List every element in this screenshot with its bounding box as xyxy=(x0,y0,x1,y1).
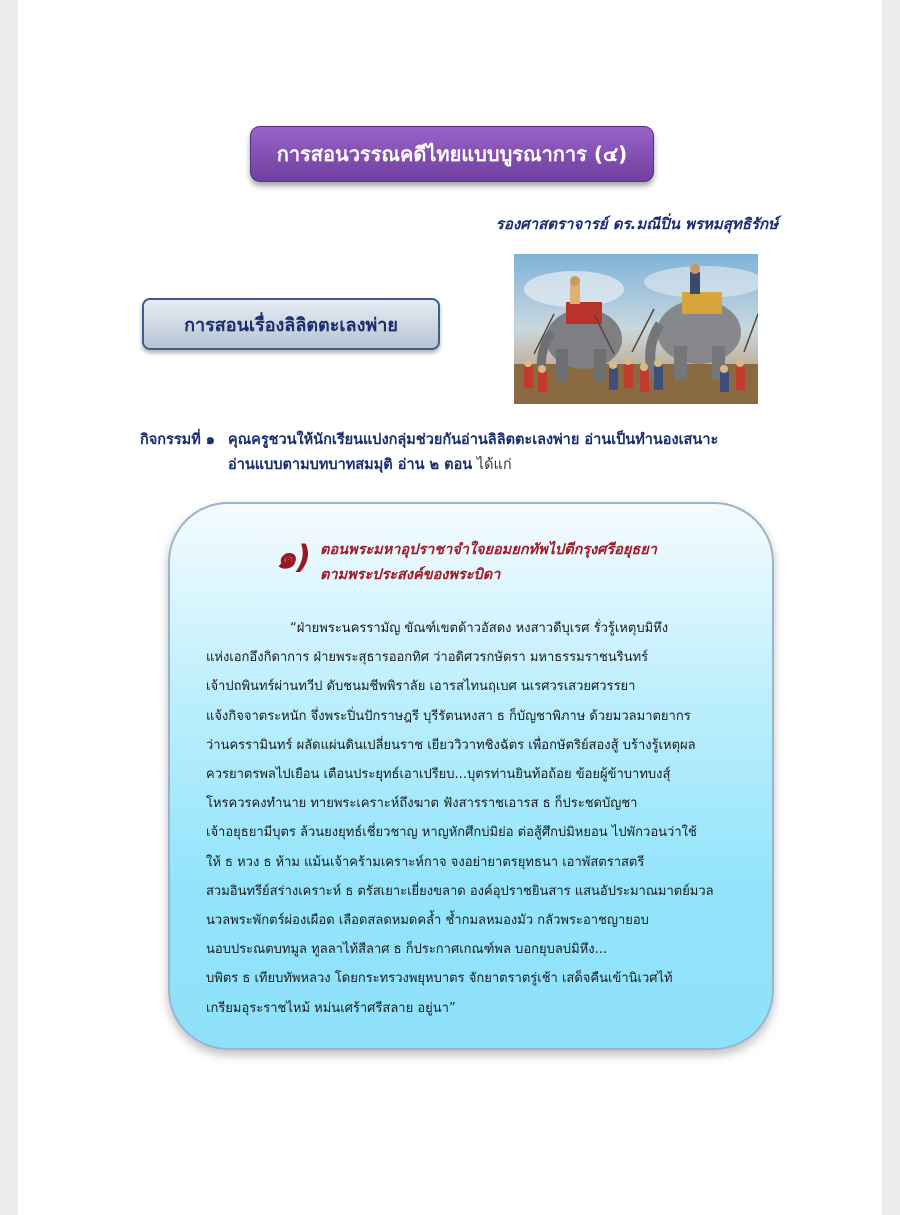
battle-elephants-illustration xyxy=(514,254,758,404)
poem-line: แห่งเอกอึงกิดาการ ฝ่ายพระสุธารออกทิศ ว่าอดิศวรกษัตรา มหาธรรมราชนรินทร์ xyxy=(206,650,649,666)
activity-line-2 xyxy=(140,453,780,478)
author-name: รองศาสตราจารย์ ดร.มณีปิ่น พรหมสุทธิรักษ์ xyxy=(495,215,778,233)
poem-line: นอบประณตบทมูล ทูลลาไท้สีลาศ ธ ก็ประกาศเกณฑ์พล บอกยุบลบ่มิหึง... xyxy=(206,942,607,958)
poem-line: เจ้าอยุธยามีบุตร ล้วนยงยุทธ์เชี่ยวชาญ หาญหักศึกบ่มิย่อ ต่อสู้ศึกบ่มิหยอน ไปพักวอนว่าใช้ xyxy=(206,825,697,841)
activity-text-normal: ได้แก่ xyxy=(472,457,512,473)
poem-line: เกรียมอุระราชไหม้ หม่นเศร้าศรีสลาย อยู่นา” xyxy=(206,1000,456,1016)
poem-line: ว่านครรามินทร์ ผลัดแผ่นดินเปลี่ยนราช เยียววิวาทชิงฉัตร เพื่อกษัตริย์สองสู้ บร้างรู้เหตุผล xyxy=(206,737,696,753)
excerpt-heading-line: ตามพระประสงค์ของพระบิดา xyxy=(320,567,501,583)
activity-instructions xyxy=(140,428,780,478)
activity-text-bold: อ่านแบบตามบทบาทสมมุติ อ่าน ๒ ตอน xyxy=(228,457,473,473)
excerpt-text xyxy=(206,614,754,1023)
activity-label: กิจกรรมที่ ๑ xyxy=(140,432,215,448)
document-page xyxy=(18,0,882,1215)
poem-line: สวมอินทรีย์สร่างเคราะห์ ธ ตรัสเยาะเยี่ยงขลาด องค์อุปราชยินสาร แสนอัประมาณมาตย์มวล xyxy=(206,883,714,899)
activity-text: คุณครูชวนให้นักเรียนแบ่งกลุ่มช่วยกันอ่านลิลิตตะเลงพ่าย อ่านเป็นทำนองเสนาะ xyxy=(228,432,719,448)
activity-line-1 xyxy=(140,428,780,453)
poem-line: แจ้งกิจจาตระหนัก จึ่งพระปิ่นปักราษฎรี บุรีรัตนหงสา ธ ก็บัญชาพิภาษ ด้วยมวลมาตยากร xyxy=(206,708,691,724)
excerpt-card xyxy=(168,502,774,1050)
excerpt-heading xyxy=(320,538,657,588)
poem-line: “ฝ่ายพระนครรามัญ ขัณฑ์เขตด้าวอัสดง หงสาวดีบุเรศ รั่วรู้เหตุบมิหึง xyxy=(290,621,669,636)
poem-line: ควรยาตรพลไปเยือน เตือนประยุทธ์เอาเปรียบ...บุตรท่านยินท้อถ้อย ข้อยผู้ข้าบาทบงสุ์ xyxy=(206,767,671,783)
poem-line: นวลพระพักตร์ผ่องเผือด เลือดสลดหมดคลํ้า ช้ำกมลหมองมัว กลัวพระอาชญายอบ xyxy=(206,913,649,929)
excerpt-number: ๑) xyxy=(276,538,311,576)
poem-line: โหรควรคงทำนาย ทายพระเคราะห์ถึงฆาต ฟังสารราชเอารส ธ ก็ประชดบัญชา xyxy=(206,796,638,812)
battle-scene-picture xyxy=(514,254,758,404)
poem-line: บพิตร ธ เทียบทัพหลวง โดยกระทรวงพยุหบาตร จักยาตราตรู่เช้า เสด็จคืนเข้านิเวศไท้ xyxy=(206,971,673,987)
poem-line: ให้ ธ หวง ธ ห้าม แม้นเจ้าคร้ามเคราะห์กาจ จงอย่ายาตรยุทธนา เอาพัสตราสตรี xyxy=(206,854,645,870)
poem-line: เจ้าปถพินทร์ผ่านทวีป ดับชนมชีพพิราลัย เอารสไทนฤเบศ นเรศวรเสวยศวรรยา xyxy=(206,679,636,695)
excerpt-heading-line: ตอนพระมหาอุปราชาจำใจยอมยกทัพไปตีกรุงศรีอยุธยา xyxy=(320,542,657,558)
section-title: การสอนเรื่องลิลิตตะเลงพ่าย xyxy=(142,298,440,350)
document-title: การสอนวรรณคดีไทยแบบบูรณาการ (๔) xyxy=(250,126,654,182)
